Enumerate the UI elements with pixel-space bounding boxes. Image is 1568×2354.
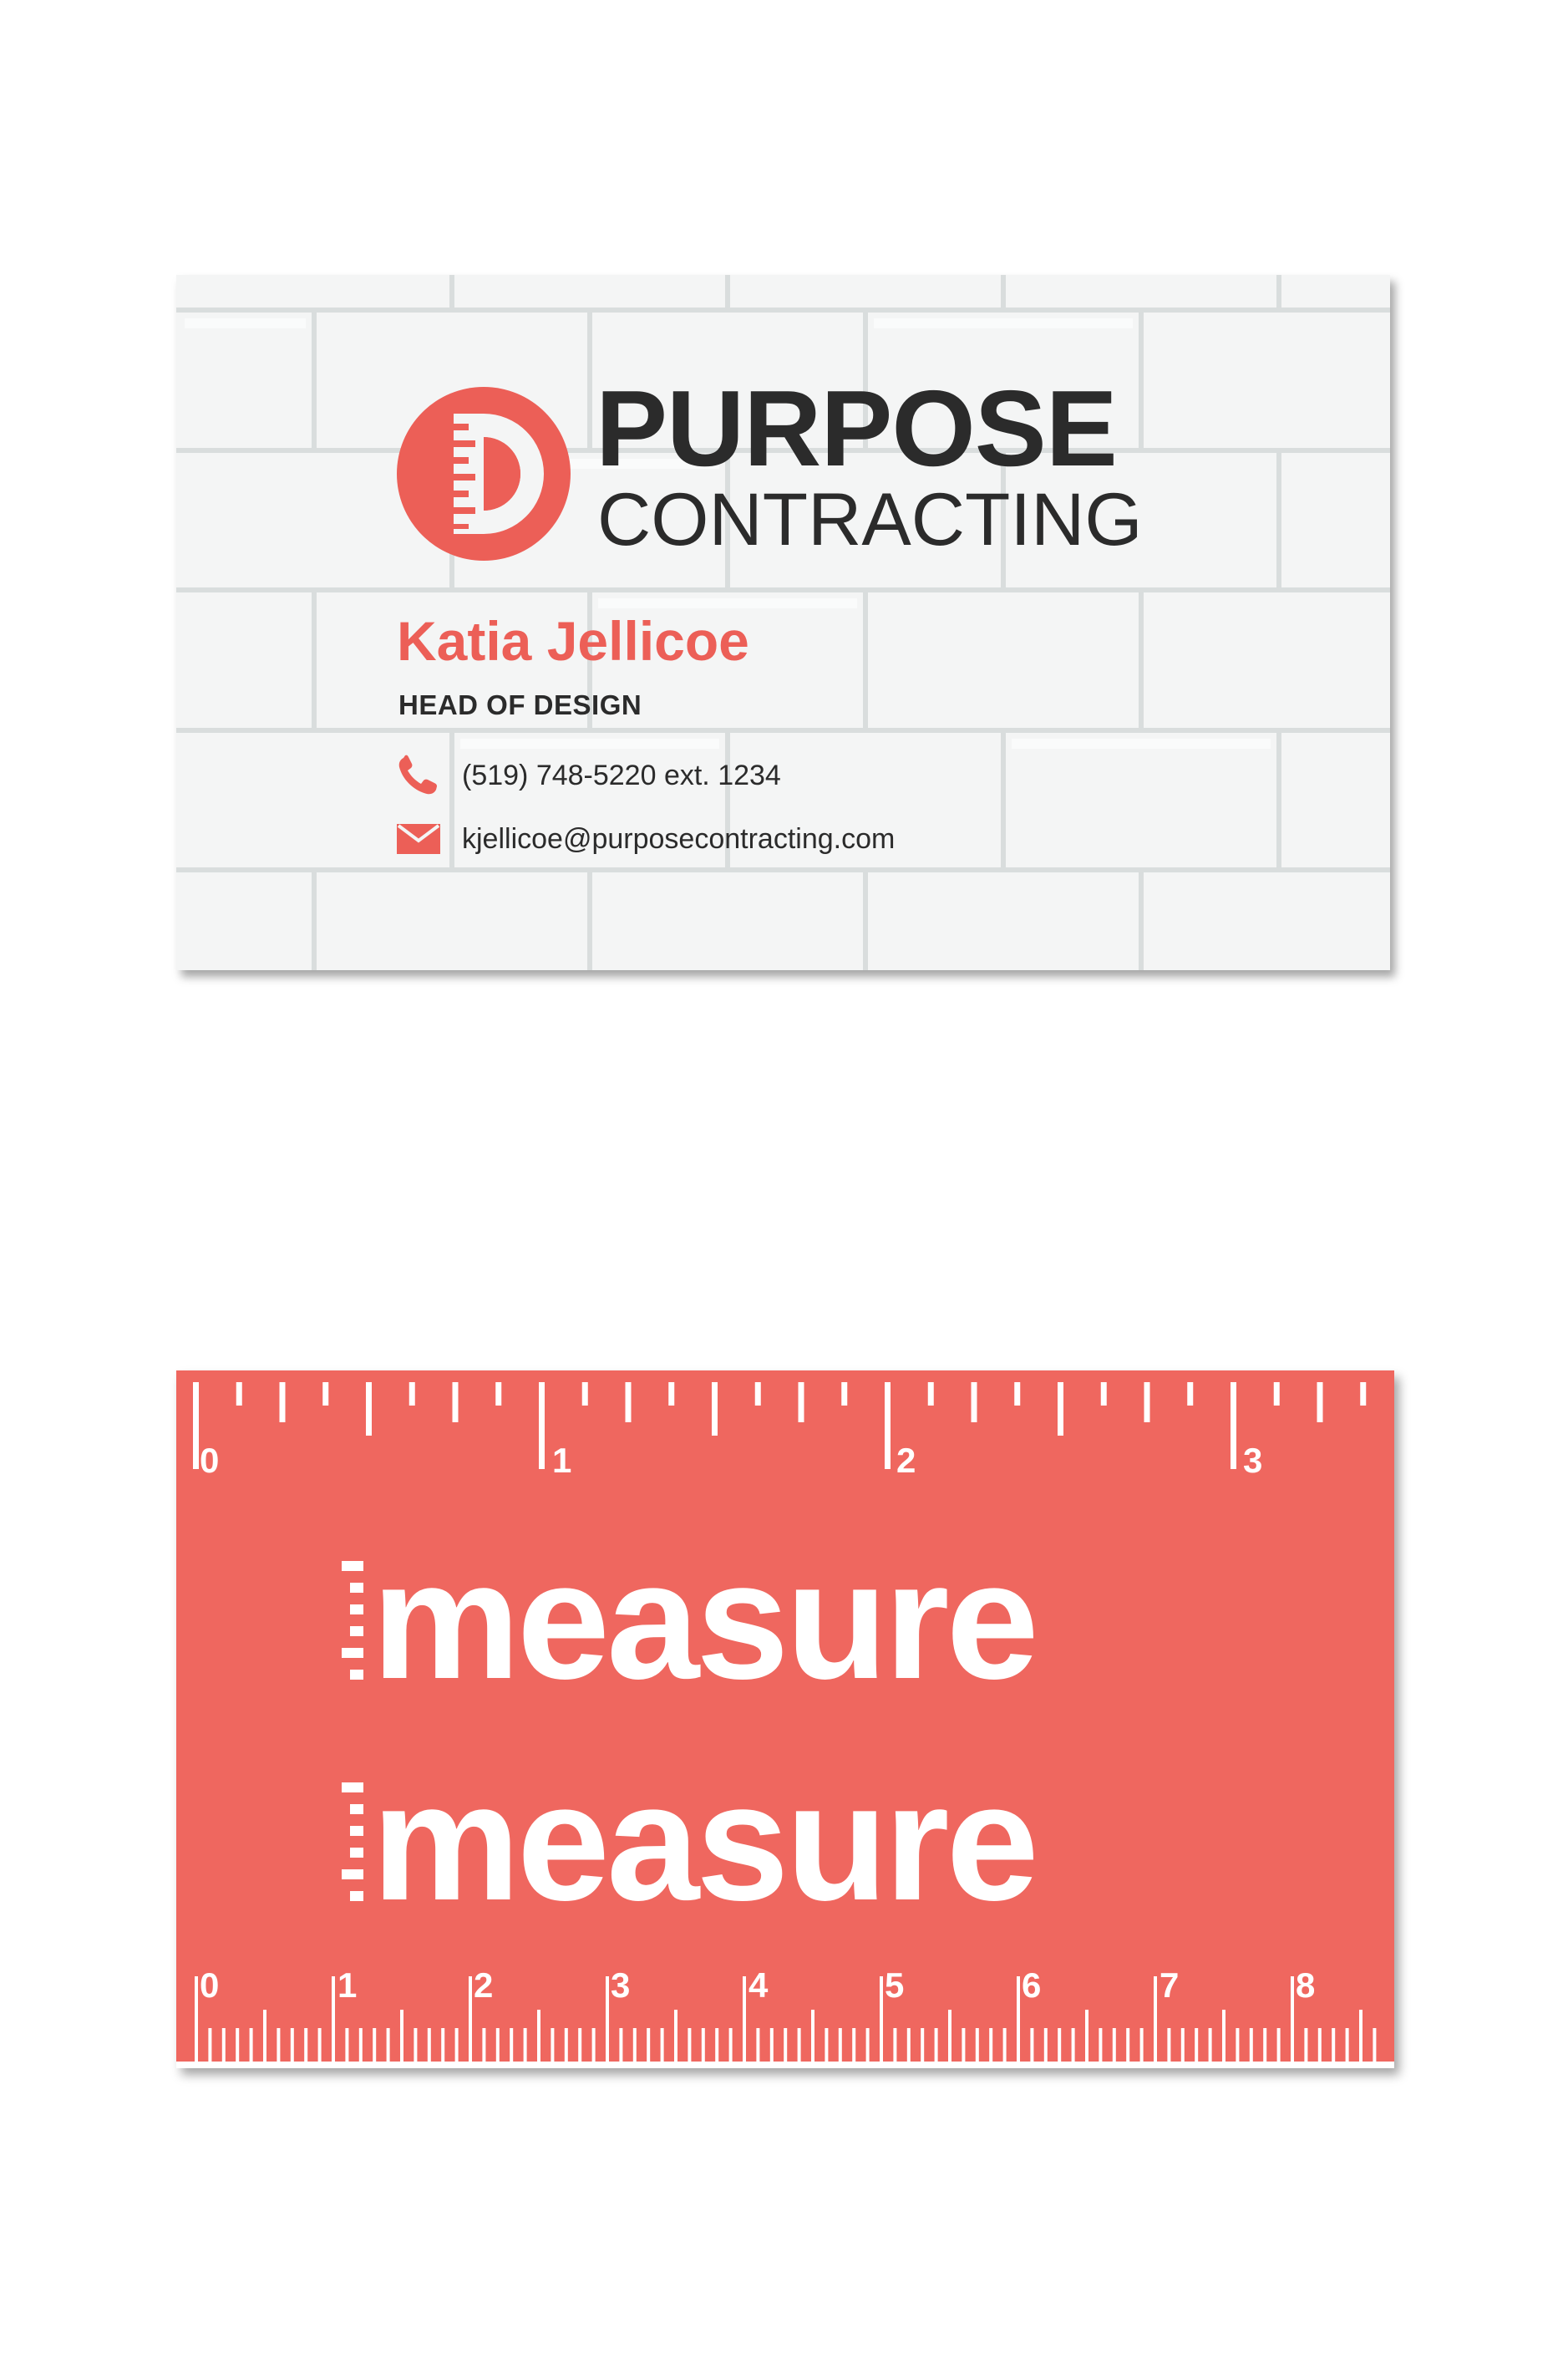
top-ruler-tick [193, 1382, 199, 1469]
top-ruler-tick [626, 1382, 632, 1422]
phone-row [397, 755, 781, 796]
bottom-ruler-tick [1154, 1976, 1157, 2068]
bottom-ruler-tick [263, 2010, 266, 2068]
person-title: HEAD OF DESIGN [398, 689, 642, 720]
bottom-ruler-tick [1291, 1976, 1294, 2068]
bottom-ruler-tick [948, 2010, 951, 2068]
bottom-ruler-tick [537, 2010, 540, 2068]
bottom-ruler-tick [1017, 1976, 1020, 2068]
top-ruler-label-2: 2 [896, 1441, 916, 1480]
logo-tape-measure-icon [395, 385, 572, 562]
bottom-ruler-tick [332, 1976, 335, 2068]
top-ruler-tick [712, 1382, 718, 1436]
bottom-ruler-label-8: 8 [1296, 1965, 1316, 2005]
top-ruler-tick [668, 1382, 674, 1406]
phone-number: (519) 748-5220 ext. 1234 [462, 759, 781, 791]
top-ruler-tick [1274, 1382, 1280, 1406]
top-ruler-tick [1058, 1382, 1063, 1436]
bottom-ruler-label-4: 4 [748, 1965, 769, 2005]
top-ruler-tick [1144, 1382, 1150, 1422]
bottom-ruler-edge [176, 2062, 1394, 2068]
bottom-ruler-tick [674, 2010, 677, 2068]
business-card-front [176, 275, 1390, 970]
card-back-fill [176, 1375, 1394, 2068]
person-name: Katia Jellicoe [397, 610, 749, 672]
phone-icon [397, 755, 442, 796]
bottom-ruler-tick [606, 1976, 609, 2068]
brand-name: PURPOSE [596, 369, 1117, 489]
word-ruler-ticks-1 [338, 1561, 363, 1686]
top-ruler-tick [799, 1382, 804, 1422]
bottom-ruler-tick [743, 1976, 746, 2068]
top-ruler-tick [236, 1382, 242, 1406]
envelope-icon [397, 818, 442, 860]
bottom-ruler-label-6: 6 [1022, 1965, 1042, 2005]
top-ruler-label-0: 0 [200, 1441, 220, 1480]
top-ruler-tick [495, 1382, 501, 1406]
top-ruler-tick [1360, 1382, 1366, 1406]
top-ruler-tick [928, 1382, 934, 1406]
top-ruler-tick [1317, 1382, 1323, 1422]
bottom-ruler-label-1: 1 [337, 1965, 358, 2005]
top-ruler-tick [280, 1382, 286, 1422]
top-ruler-label-3: 3 [1243, 1441, 1263, 1480]
measure-word-2: measure [372, 1749, 1036, 1935]
top-ruler-tick [885, 1382, 891, 1469]
bottom-ruler-tick [469, 1976, 472, 2068]
brand-subtitle: CONTRACTING [597, 477, 1143, 561]
company-brand [395, 369, 1231, 584]
word-ruler-ticks-2 [338, 1782, 363, 1908]
measure-word-1: measure [372, 1528, 1036, 1714]
bottom-ruler-label-3: 3 [611, 1965, 631, 2005]
top-ruler-label-1: 1 [552, 1441, 572, 1480]
top-ruler-tick [1014, 1382, 1020, 1406]
top-ruler-tick [453, 1382, 459, 1422]
top-ruler-tick [539, 1382, 545, 1469]
top-ruler-tick [582, 1382, 588, 1406]
business-card-back [176, 1370, 1394, 2068]
top-ruler-tick [755, 1382, 761, 1406]
top-ruler-tick [1187, 1382, 1193, 1406]
email-address: kjellicoe@purposecontracting.com [462, 822, 896, 855]
bottom-ruler-tick [811, 2010, 814, 2068]
bottom-ruler-tick [1359, 2010, 1362, 2068]
bottom-ruler-label-0: 0 [200, 1965, 220, 2005]
bottom-ruler-tick [1222, 2010, 1225, 2068]
bottom-ruler-tick [195, 1976, 198, 2068]
top-ruler-tick [322, 1382, 328, 1406]
email-row [397, 818, 895, 860]
top-ruler-tick [1101, 1382, 1107, 1406]
ruler-graphic [176, 1370, 1394, 2068]
top-ruler-tick [841, 1382, 847, 1406]
top-ruler-tick [972, 1382, 977, 1422]
bottom-ruler-tick [1085, 2010, 1088, 2068]
top-ruler-tick [409, 1382, 415, 1406]
top-ruler-tick [366, 1382, 372, 1436]
top-ruler-tick [1231, 1382, 1236, 1469]
bottom-ruler-label-7: 7 [1160, 1965, 1180, 2005]
bottom-ruler-label-2: 2 [474, 1965, 494, 2005]
bottom-ruler-tick [400, 2010, 403, 2068]
bottom-ruler-label-5: 5 [885, 1965, 905, 2005]
bottom-ruler-tick [880, 1976, 883, 2068]
